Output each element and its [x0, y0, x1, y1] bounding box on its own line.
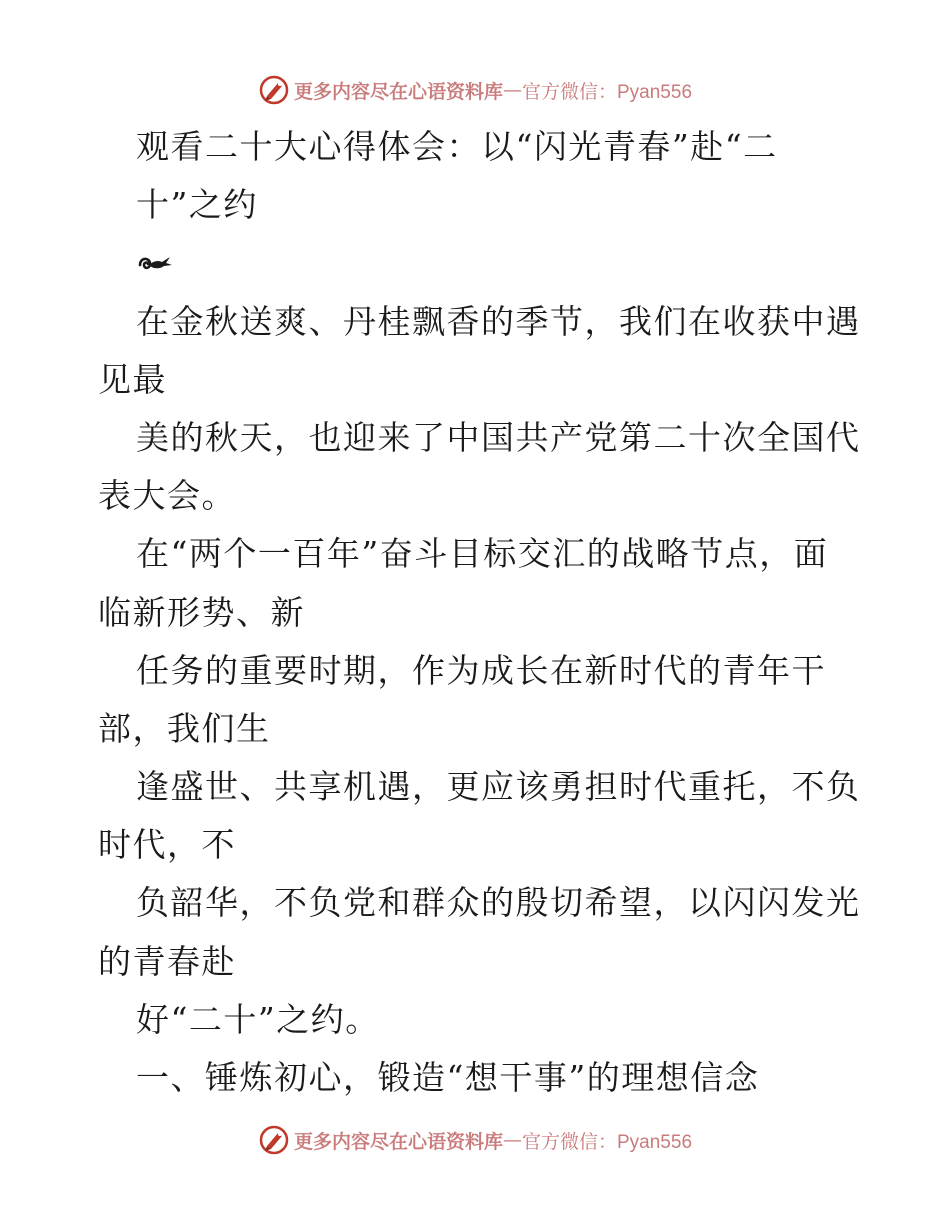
footer-banner [0, 1120, 950, 1160]
banner-separator: — [503, 1129, 522, 1151]
wechat-text: 官方微信：Pyan556 [522, 1131, 693, 1153]
ornament-divider [98, 234, 858, 292]
paragraph-line: 好“二十”之约。 [136, 999, 380, 1039]
header-banner [0, 70, 950, 110]
doc-title-line-2: 十”之约 [136, 185, 258, 225]
wechat-text: 官方微信：Pyan556 [522, 81, 693, 103]
paragraph-line: 表大会。 [98, 476, 236, 516]
flourish-icon [136, 251, 176, 275]
section-heading: 一、锤炼初心，锻造“想干事”的理想信念 [136, 1058, 760, 1097]
paragraph-line: 逢盛世、共享机遇，更应该勇担时代重托，不负 [136, 767, 861, 807]
site-name-text: 更多内容尽在心语资料库 [293, 80, 503, 103]
paragraph-line: 美的秋天，也迎来了中国共产党第二十次全国代 [136, 417, 861, 457]
paragraph-line: 临新形势、新 [98, 592, 305, 632]
paragraph-line: 的青春赴 [98, 941, 236, 981]
paragraph-line: 在金秋送爽、丹桂飘香的季节，我们在收获中遇 [136, 301, 861, 341]
logo-icon [258, 1124, 290, 1156]
site-name-text: 更多内容尽在心语资料库 [293, 1130, 503, 1153]
paragraph-line: 任务的重要时期，作为成长在新时代的青年干 [136, 650, 826, 690]
document-body [98, 118, 861, 1107]
logo-icon [258, 74, 290, 106]
paragraph-line: 在“两个一百年”奋斗目标交汇的战略节点，面 [136, 534, 829, 574]
paragraph-line: 负韶华，不负党和群众的殷切希望，以闪闪发光 [136, 883, 861, 923]
paragraph-line: 时代，不 [98, 825, 236, 865]
banner-separator: — [503, 79, 522, 101]
paragraph-line: 见最 [98, 359, 167, 399]
doc-title-line-1: 观看二十大心得体会：以“闪光青春”赴“二 [136, 127, 778, 166]
paragraph-line: 部，我们生 [98, 708, 271, 748]
